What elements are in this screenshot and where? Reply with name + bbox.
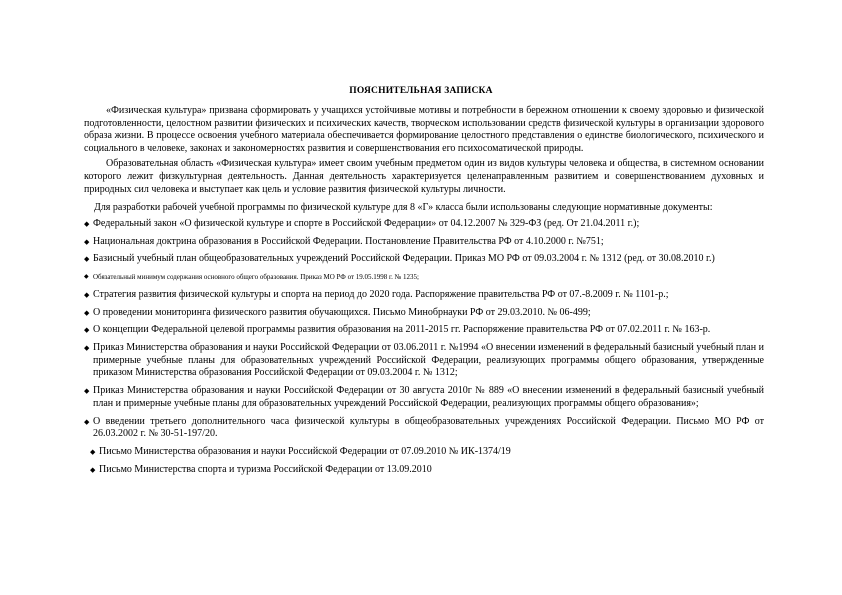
diamond-bullet-icon: ◆ — [84, 274, 89, 281]
list-item — [84, 271, 764, 284]
list-item — [84, 307, 764, 320]
list-item — [84, 218, 764, 231]
list-item-text: Приказ Министерства образования и науки Российской Федерации от 30 августа 2010г № 889 «О внесении изменений в федеральный базисный учебный план и примерные учебные планы для образовательных учреждений Российской Федерации, реализующих программы общего образования»; — [93, 385, 764, 409]
list-item — [90, 464, 764, 477]
diamond-bullet-icon: ◆ — [84, 417, 90, 426]
diamond-bullet-icon: ◆ — [90, 465, 96, 474]
list-item-text: О концепции Федеральной целевой программы развития образования на 2011-2015 гг. Распоряжение правительства РФ от 07.02.2011 г. № 163-р. — [93, 324, 711, 336]
diamond-bullet-icon: ◆ — [84, 219, 90, 228]
diamond-bullet-icon: ◆ — [84, 290, 90, 299]
diamond-bullet-icon: ◆ — [84, 237, 90, 246]
list-item — [90, 446, 764, 459]
list-item — [84, 289, 764, 302]
list-item — [84, 416, 764, 441]
diamond-bullet-icon: ◆ — [90, 447, 96, 456]
documents-list — [84, 218, 764, 477]
list-item-text: Базисный учебный план общеобразовательных учреждений Российской Федерации. Приказ МО РФ от 09.03.2004 г. № 1312 (ред. от 30.08.2010 г.) — [93, 253, 715, 265]
list-item-text: О проведении мониторинга физического развития обучающихся. Письмо Минобрнауки РФ от 29.03.2010. № 06-499; — [93, 306, 591, 318]
list-item — [84, 324, 764, 337]
list-item — [84, 253, 764, 266]
diamond-bullet-icon: ◆ — [84, 326, 90, 335]
list-item-text: Письмо Министерства образования и науки Российской Федерации от 07.09.2010 № ИК-1374/19 — [99, 445, 511, 457]
page-title: ПОЯСНИТЕЛЬНАЯ ЗАПИСКА — [349, 86, 493, 96]
documents-intro: Для разработки рабочей учебной программы по физической культуре для 8 «Г» класса были использованы следующие нормативные документы: — [94, 202, 713, 214]
diamond-bullet-icon: ◆ — [84, 387, 90, 396]
list-item-text: Федеральный закон «О физической культуре и спорте в Российской Федерации» от 04.12.2007 № 329-ФЗ (ред. От 21.04.2011 г.); — [93, 217, 640, 229]
list-item-text: Национальная доктрина образования в Российской Федерации. Постановление Правительства РФ от 4.10.2000 г. №751; — [93, 235, 604, 247]
list-item-text: Приказ Министерства образования и науки Российской Федерации от 03.06.2011 г. №1994 «О внесении изменений в федеральный базисный учебный план и примерные учебные планы для образовательных учреждений Российской Федерации, реализующих программы общего образования, утвержденные приказом Министерства образования Российской Федерации от 09.03.2004 г. № 1312; — [93, 342, 764, 379]
paragraph: Образовательная область «Физическая культура» имеет своим учебным предметом один из видов культуры человека и общества, в системном основании которого лежит физкультурная деятельность. Данная деятельность характеризуется целенаправленным развитием и совершенствованием духовных и природных сил человека и выступает как цель и условие развития физической культуры личности. — [84, 158, 764, 195]
list-item — [84, 385, 764, 410]
document-body — [84, 105, 764, 482]
list-item — [84, 342, 764, 380]
list-item — [84, 236, 764, 249]
paragraph: «Физическая культура» призвана сформировать у учащихся устойчивые мотивы и потребности в бережном отношении к своему здоровью и физической подготовленности, целостном развитии физических и психических качеств, творческом использовании средств физической культуры в организации здорового образа жизни. В процессе освоения учебного материала обеспечивается формирование целостного представления о единстве биологического, психического и социального в человеке, законах и закономерностях развития и совершенствования его психосоматической природы. — [84, 105, 764, 154]
diamond-bullet-icon: ◆ — [84, 255, 90, 264]
list-item-text: Письмо Министерства спорта и туризма Российской Федерации от 13.09.2010 — [99, 463, 432, 475]
list-item-text: О введении третьего дополнительного часа физической культуры в общеобразовательных учреждениях Российской Федерации. Письмо МО РФ от 26.03.2002 г. № 30-51-197/20. — [93, 415, 764, 440]
diamond-bullet-icon: ◆ — [84, 344, 90, 353]
diamond-bullet-icon: ◆ — [84, 308, 90, 317]
list-item-text: Обязательный минимум содержания основного общего образования. Приказ МО РФ от 19.05.1998 г. № 1235; — [93, 273, 419, 282]
list-item-text: Стратегия развития физической культуры и спорта на период до 2020 года. Распоряжение правительства РФ от 07.-8.2009 г. № 1101-р.; — [93, 288, 669, 300]
